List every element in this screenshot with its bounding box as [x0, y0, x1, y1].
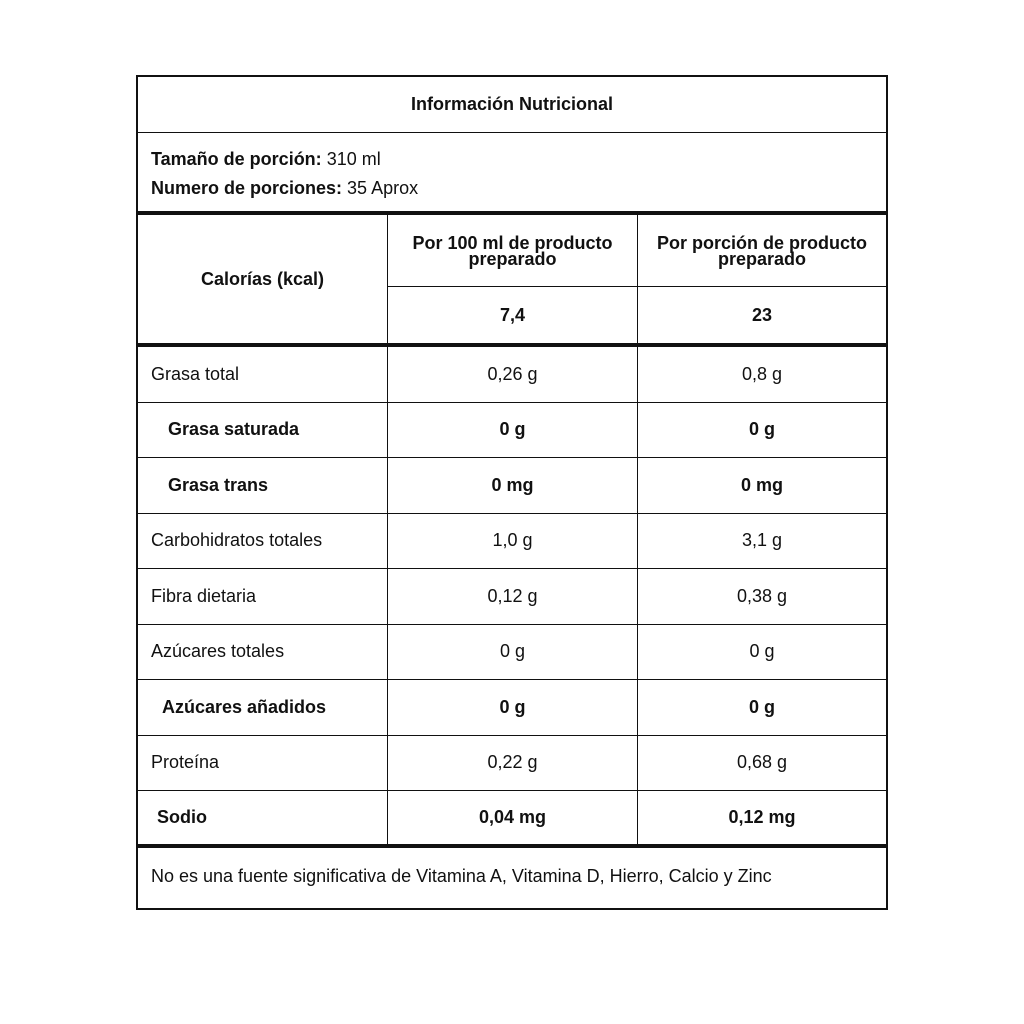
nutrient-name: Grasa trans — [138, 458, 388, 513]
nutrient-per-100ml: 0 g — [388, 680, 638, 735]
nutrient-per-serving: 0,8 g — [741, 363, 783, 384]
nutrient-per-100ml: 0,22 g — [388, 736, 638, 791]
nutrient-name: Grasa total — [138, 347, 388, 402]
calories-per-100ml: 7,4 — [499, 304, 526, 325]
serving-info — [138, 133, 886, 215]
serving-size-value: 310 ml — [326, 149, 381, 169]
serving-count-line — [151, 174, 886, 203]
serving-size-line — [151, 145, 886, 174]
nutrient-name: Proteína — [138, 736, 388, 791]
nutrient-name: Fibra dietaria — [138, 569, 388, 624]
nutrient-name: Grasa saturada — [138, 403, 388, 458]
table-row — [138, 514, 886, 570]
table-row — [138, 458, 886, 514]
table-row — [138, 569, 886, 625]
serving-count-value: 35 Aprox — [347, 178, 419, 198]
header-per-100ml: Por 100 ml de producto preparado — [388, 215, 637, 287]
nutrient-per-100ml: 0,04 mg — [388, 791, 638, 844]
serving-size-label: Tamaño de porción: — [151, 149, 322, 169]
calories-label: Calorías (kcal) — [138, 215, 388, 343]
nutrient-per-serving: 0,12 mg — [728, 807, 796, 827]
calories-col-per100 — [388, 215, 638, 343]
nutrient-name: Azúcares totales — [138, 625, 388, 680]
table-row — [138, 791, 886, 848]
nutrient-name: Carbohidratos totales — [138, 514, 388, 569]
nutrient-per-100ml: 0,12 g — [388, 569, 638, 624]
nutrient-per-serving: 0,68 g — [736, 752, 788, 773]
nutrient-per-100ml: 0,26 g — [388, 347, 638, 402]
table-row — [138, 625, 886, 681]
nutrient-per-serving: 0 g — [749, 641, 775, 662]
nutrient-per-serving: 3,1 g — [741, 530, 783, 551]
table-title: Información Nutricional — [138, 77, 886, 133]
nutrient-name: Azúcares añadidos — [138, 680, 388, 735]
nutrient-per-serving: 0,38 g — [736, 585, 788, 606]
nutrient-per-100ml: 0 mg — [388, 458, 638, 513]
nutrient-per-serving: 0 mg — [740, 474, 783, 495]
table-row — [138, 347, 886, 403]
calories-block — [138, 215, 886, 347]
footnote: No es una fuente significativa de Vitamina A, Vitamina D, Hierro, Calcio y Zinc — [151, 865, 772, 886]
table-row — [138, 736, 886, 792]
calories-col-per-serving — [638, 215, 886, 343]
nutrient-per-100ml: 0 g — [388, 625, 638, 680]
header-per-serving: Por porción de producto preparado — [638, 215, 886, 287]
nutrition-facts-table — [136, 75, 888, 910]
nutrient-per-100ml: 0 g — [388, 403, 638, 458]
nutrient-name: Sodio — [138, 791, 388, 844]
table-row — [138, 680, 886, 736]
table-row — [138, 403, 886, 459]
calories-per-serving: 23 — [751, 304, 773, 325]
nutrient-per-100ml: 1,0 g — [388, 514, 638, 569]
nutrient-per-serving: 0 g — [748, 696, 775, 717]
serving-count-label: Numero de porciones: — [151, 178, 343, 198]
nutrient-per-serving: 0 g — [748, 419, 775, 440]
